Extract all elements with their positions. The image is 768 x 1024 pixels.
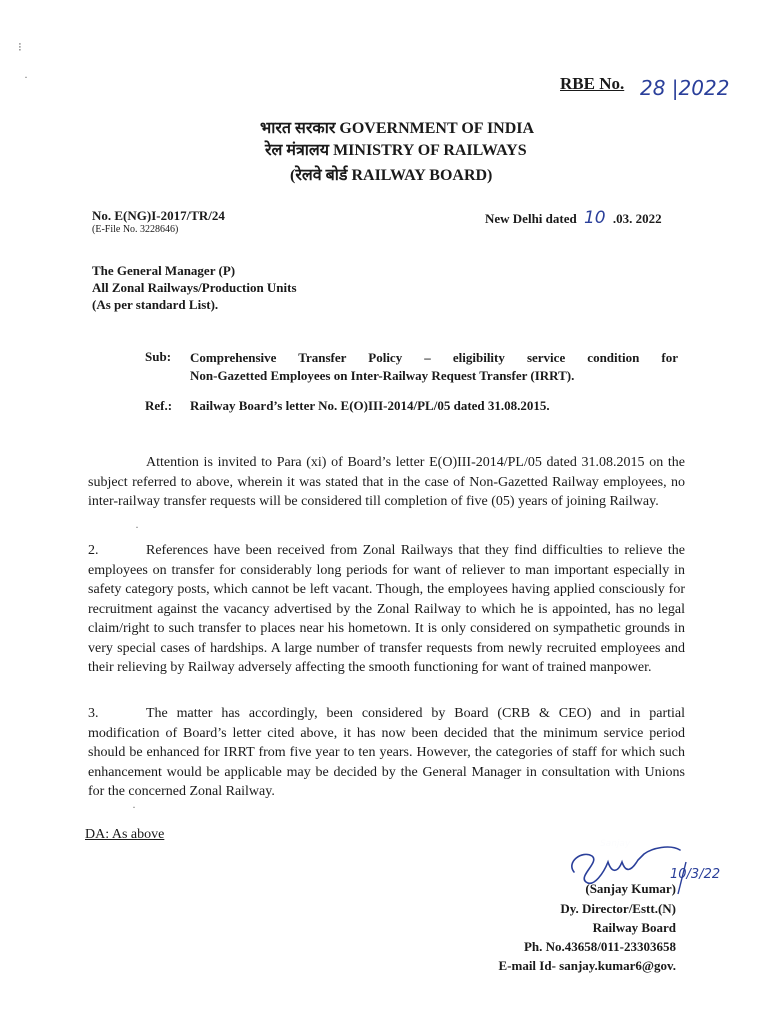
paragraph-2 bbox=[88, 541, 685, 678]
signatory-designation: Dy. Director/Estt.(N) bbox=[560, 901, 676, 916]
signature-handwritten bbox=[600, 839, 631, 849]
paragraph-3 bbox=[88, 704, 685, 802]
paragraph-2-text: References have been received from Zonal Railways that they find difficulties to relieve the employees on transfer for considerably long periods for want of reliever to man important especially in safety category posts, which cannot be left vacant. Though, the employees having applied consciously for recruitment against the vacancy advertised by the Zonal Railway to which he is appointed, has no legal claim/right to such transfer to places near his hometown. It is only considered on sympathetic grounds in very special cases of hardships. A large number of transfer requests from newly recruited employees and their relieving by Railway adversely affecting the smooth functioning for want of trained manpower. bbox=[88, 543, 685, 675]
subject-line-2: Non-Gazetted Employees on Inter-Railway Request Transfer (IRRT). bbox=[190, 368, 575, 383]
letter-date bbox=[485, 208, 662, 228]
efile-number: (E-File No. 3228646) bbox=[92, 224, 179, 235]
paragraph-3-text: The matter has accordingly, been considered by Board (CRB & CEO) and in partial modification of Board’s letter cited above, it has now been decided that the minimum service period should be enhanced for IRRT from five year to ten years. However, the categories of staff for which such enhancement would be applicable may be decided by the General Manager in consultation with Unions for the concerned Zonal Railway. bbox=[88, 706, 685, 799]
signatory-email: E-mail Id- sanjay.kumar6@gov. bbox=[498, 958, 676, 973]
header-board: (रेलवे बोर्ड RAILWAY BOARD) bbox=[290, 167, 493, 184]
signature-date: 10/3/22 bbox=[670, 867, 721, 882]
scan-mark: · bbox=[24, 70, 28, 84]
letter-number: No. E(NG)I-2017/TR/24 bbox=[92, 208, 225, 223]
ref-text: Railway Board’s letter No. E(O)III-2014/PL/05 dated 31.08.2015. bbox=[190, 398, 550, 413]
date-handwritten: 10 bbox=[583, 208, 606, 228]
date-prefix: New Delhi dated bbox=[485, 211, 577, 226]
subject-label: Sub: bbox=[145, 349, 172, 364]
scan-mark: ⁝ bbox=[18, 40, 22, 54]
header-ministry: रेल मंत्रालय MINISTRY OF RAILWAYS bbox=[265, 142, 527, 159]
ref-label: Ref.: bbox=[145, 398, 173, 413]
header-government: भारत सरकार GOVERNMENT OF INDIA bbox=[260, 120, 535, 137]
rbe-label: RBE No. bbox=[560, 74, 625, 93]
date-suffix: .03. 2022 bbox=[612, 211, 662, 226]
subject-line-1: Comprehensive Transfer Policy – eligibility service condition for bbox=[190, 350, 678, 365]
signatory-name: (Sanjay Kumar) bbox=[585, 881, 676, 896]
scan-mark: · bbox=[135, 520, 139, 534]
paragraph-3-number: 3. bbox=[88, 706, 99, 721]
scan-mark: · bbox=[132, 800, 136, 814]
addressee-line: The General Manager (P) bbox=[92, 263, 236, 278]
addressee-line: (As per standard List). bbox=[92, 297, 219, 312]
addressee bbox=[92, 262, 297, 313]
signatory-office: Railway Board bbox=[592, 920, 676, 935]
addressee-line: All Zonal Railways/Production Units bbox=[92, 280, 297, 295]
signatory-phone: Ph. No.43658/011-23303658 bbox=[523, 939, 676, 954]
rbe-number-handwritten: 28 |2022 bbox=[640, 76, 730, 100]
paragraph-2-number: 2. bbox=[88, 543, 99, 558]
enclosure-note: DA: As above bbox=[85, 827, 165, 842]
paragraph-1: Attention is invited to Para (xi) of Board’s letter E(O)III-2014/PL/05 dated 31.08.2015 on the subject referred to above, wherein it was stated that in the case of Non-Gazetted Railway employees, no inter-railway transfer requests will be considered till completion of five (05) years of joining Railway. bbox=[88, 455, 685, 509]
